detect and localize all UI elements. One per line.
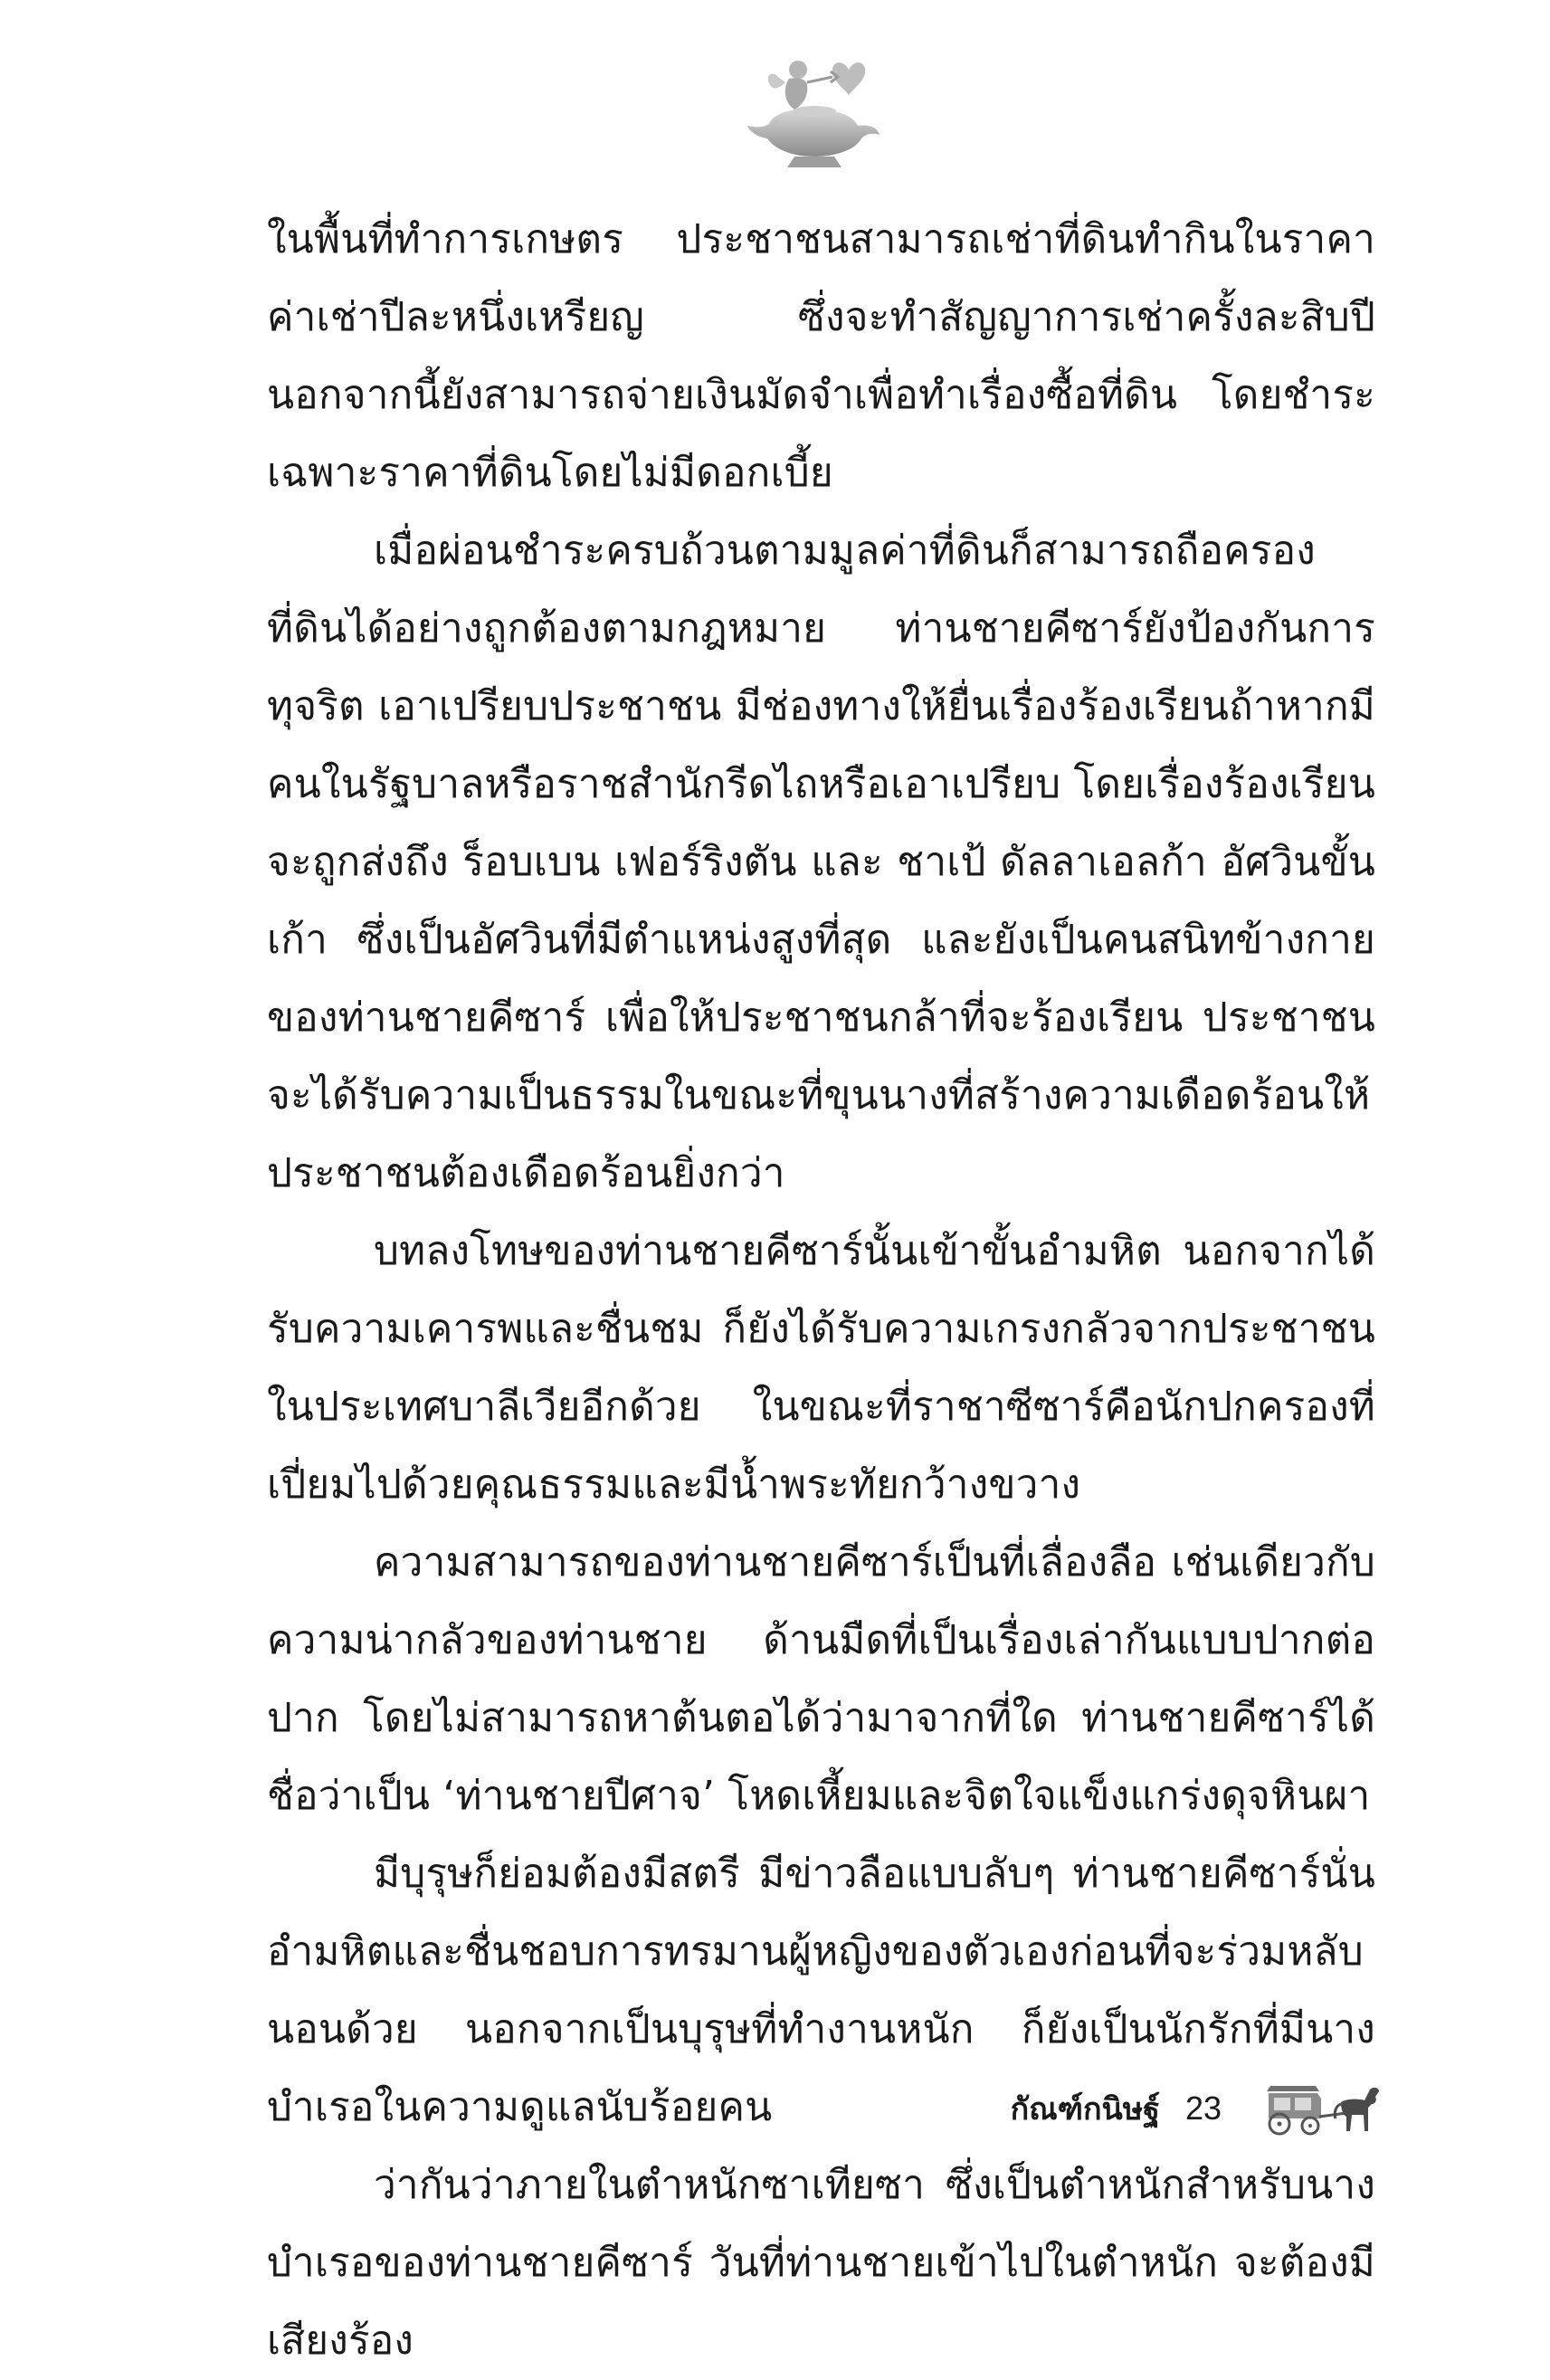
page-number: 23	[1184, 2090, 1222, 2127]
running-book-title: กัณฑ์กนิษฐ์	[1010, 2091, 1160, 2128]
paragraph-6: ว่ากันว่าภายในตำหนักซาเทียซา ซึ่งเป็นตำหนักสำหรับนางบำเรอของท่านชายคีซาร์ วันที่ท่านชายเข้าไปในตำหนัก จะต้องมีเสียงร้อง	[267, 2162, 1375, 2364]
page-body	[267, 201, 1375, 2380]
paragraph-4: ความสามารถของท่านชายคีซาร์เป็นที่เลื่องลือ เช่นเดียวกับความน่ากลัวของท่านชาย ด้านมืดที่เป็นเรื่องเล่ากันแบบปากต่อปาก โดยไม่สามารถหาต้นตอได้ว่ามาจากที่ใด ท่านชายคีซาร์ได้ชื่อว่าเป็น ‘ท่านชายปีศาจ’ โหดเหี้ยมและจิตใจแข็งแกร่งดุจหินผา	[267, 1539, 1375, 1819]
page-footer	[1011, 2077, 1383, 2140]
horse-carriage-icon	[1265, 2080, 1383, 2137]
paragraph-3: บทลงโทษของท่านชายคีซาร์นั้นเข้าขั้นอำมหิต นอกจากได้รับความเคารพและชื่นชม ก็ยังได้รับความเกรงกลัวจากประชาชนในประเทศบาลีเวียอีกด้วย ในขณะที่ราชาซีซาร์คือนักปกครองที่เปี่ยมไปด้วยคุณธรรมและมีน้ำพระทัยกว้างขวาง	[267, 1228, 1375, 1508]
paragraph-1: ในพื้นที่ทำการเกษตร ประชาชนสามารถเช่าที่ดินทำกินในราคาค่าเช่าปีละหนึ่งเหรียญ ซึ่งจะทำสัญญาการเช่าครั้งละสิบปี นอกจากนี้ยังสามารถจ่ายเงินมัดจำเพื่อทำเรื่องซื้อที่ดิน โดยชำระเฉพาะราคาที่ดินโดยไม่มีดอกเบี้ย	[267, 216, 1375, 496]
paragraph-2: เมื่อผ่อนชำระครบถ้วนตามมูลค่าที่ดินก็สามารถถือครองที่ดินได้อย่างถูกต้องตามกฎหมาย ท่านชายคีซาร์ยังป้องกันการทุจริต เอาเปรียบประชาชน มีช่องทางให้ยื่นเรื่องร้องเรียนถ้าหากมีคนในรัฐบาลหรือราชสำนักรีดไถหรือเอาเปรียบ โดยเรื่องร้องเรียนจะถูกส่งถึง ร็อบเบน เฟอร์ริงตัน และ ชาเป้ ดัลลาเอลก้า อัศวินขั้นเก้า ซึ่งเป็นอัศวินที่มีตำแหน่งสูงที่สุด และยังเป็นคนสนิทข้างกายของท่านชายคีซาร์ เพื่อให้ประชาชนกล้าที่จะร้องเรียน ประชาชนจะได้รับความเป็นธรรมในขณะที่ขุนนางที่สร้างความเดือดร้อนให้ประชาชนต้องเดือดร้อนยิ่งกว่า	[267, 528, 1375, 1196]
cupid-lamp-icon	[742, 50, 887, 172]
paragraph-5: มีบุรุษก็ย่อมต้องมีสตรี มีข่าวลือแบบลับๆ ท่านชายคีซาร์นั่นอำมหิตและชื่นชอบการทรมานผู้หญิงของตัวเองก่อนที่จะร่วมหลับนอนด้วย นอกจากเป็นบุรุษที่ทำงานหนัก ก็ยังเป็นนักรักที่มีนางบำเรอในความดูแลนับร้อยคน	[267, 1851, 1375, 2130]
